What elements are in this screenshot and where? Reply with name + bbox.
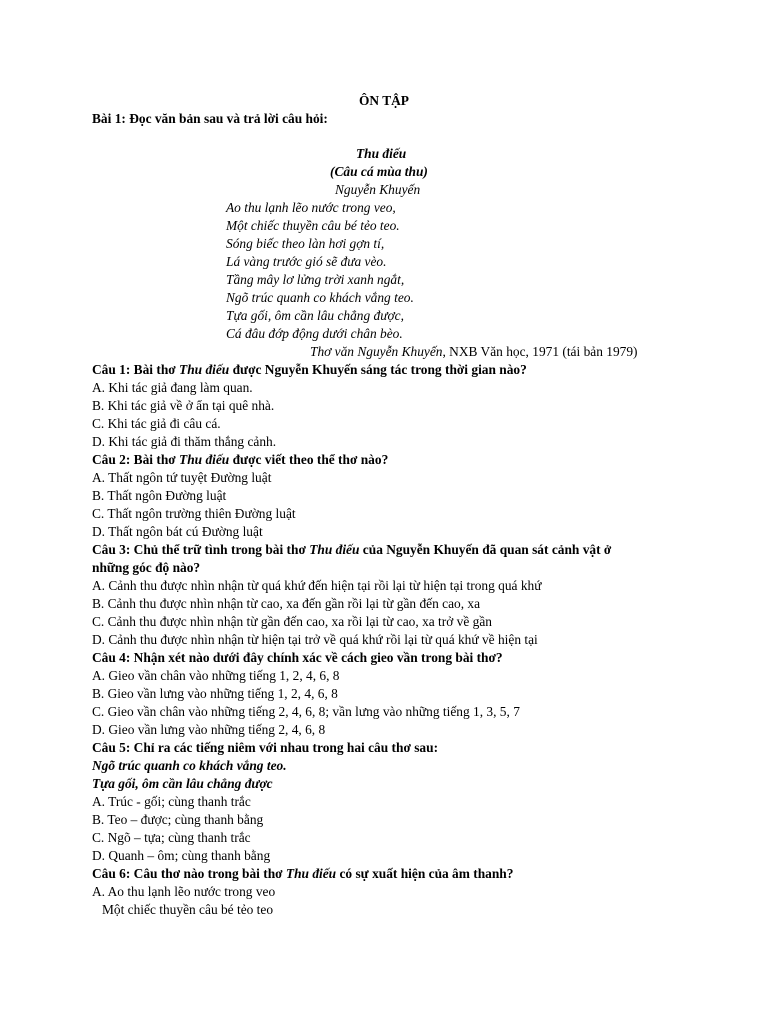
poem-subtitle: (Câu cá mùa thu) [330,164,428,179]
q5-option-c: C. Ngõ – tựa; cùng thanh trắc [92,830,251,845]
q4-option-b: B. Gieo vần lưng vào những tiếng 1, 2, 4, 6, 8 [92,686,338,701]
q1-option-c: C. Khi tác giả đi câu cá. [92,416,221,431]
q6-option-a: A. Ao thu lạnh lẽo nước trong veo [92,884,276,899]
question-3: Câu 3: Chủ thể trữ tình trong bài thơ Thu điếu của Nguyễn Khuyến đã quan sát cảnh vật ở [92,542,612,557]
page-title: ÔN TẬP [359,93,409,108]
q1-option-b: B. Khi tác giả về ở ẩn tại quê nhà. [92,398,275,413]
poem-line: Tựa gối, ôm cần lâu chẳng được, [226,308,404,323]
poem-line: Lá vàng trước gió sẽ đưa vèo. [226,254,387,269]
q2-option-d: D. Thất ngôn bát cú Đường luật [92,524,263,539]
q4-option-c: C. Gieo vần chân vào những tiếng 2, 4, 6, 8; vần lưng vào những tiếng 1, 3, 5, 7 [92,704,520,719]
q1-option-d: D. Khi tác giả đi thăm thắng cảnh. [92,434,277,449]
question-4: Câu 4: Nhận xét nào dưới đây chính xác về cách gieo vần trong bài thơ? [92,650,503,665]
question-6: Câu 6: Câu thơ nào trong bài thơ Thu điếu có sự xuất hiện của âm thanh? [92,866,514,881]
poem-line: Sóng biếc theo làn hơi gợn tí, [226,236,385,251]
poem-line: Cá đâu đớp động dưới chân bèo. [226,326,403,341]
poem-source-title: Thơ văn Nguyễn Khuyến [310,344,443,359]
q5-option-a: A. Trúc - gối; cùng thanh trắc [92,794,251,809]
question-2: Câu 2: Bài thơ Thu điếu được viết theo thể thơ nào? [92,452,389,467]
q3-option-a: A. Cảnh thu được nhìn nhận từ quá khứ đến hiện tại rồi lại từ hiện tại trong quá khứ [92,578,542,593]
poem-source [310,343,638,361]
poem-author: Nguyễn Khuyến [335,182,421,197]
q5-verse-1: Ngõ trúc quanh co khách vắng teo. [92,758,287,773]
poem-title: Thu điếu [356,146,407,161]
question-1: Câu 1: Bài thơ Thu điếu được Nguyễn Khuyến sáng tác trong thời gian nào? [92,362,527,377]
q4-option-a: A. Gieo vần chân vào những tiếng 1, 2, 4, 6, 8 [92,668,340,683]
q2-option-a: A. Thất ngôn tứ tuyệt Đường luật [92,470,272,485]
q3-option-d: D. Cảnh thu được nhìn nhận từ hiện tại trở về quá khứ rồi lại từ quá khứ về hiện tại [92,632,538,647]
q6-option-a-line-2: Một chiếc thuyền câu bé tẻo teo [102,902,274,917]
poem-line: Một chiếc thuyền câu bé tẻo teo. [226,218,400,233]
q3-option-c: C. Cảnh thu được nhìn nhận từ gần đến cao, xa rồi lại từ cao, xa trở về gần [92,614,492,629]
q2-option-b: B. Thất ngôn Đường luật [92,488,227,503]
question-3-continued: những góc độ nào? [92,560,201,575]
poem-source-publisher: , NXB Văn học, 1971 (tái bản 1979) [442,344,638,359]
q5-verse-2: Tựa gối, ôm cần lâu chẳng được [92,776,273,791]
q5-option-d: D. Quanh – ôm; cùng thanh bằng [92,848,271,863]
q2-option-c: C. Thất ngôn trường thiên Đường luật [92,506,296,521]
q4-option-d: D. Gieo vần lưng vào những tiếng 2, 4, 6, 8 [92,722,326,737]
q3-option-b: B. Cảnh thu được nhìn nhận từ cao, xa đến gần rồi lại từ gần đến cao, xa [92,596,481,611]
poem-line: Ao thu lạnh lẽo nước trong veo, [226,200,396,215]
poem-line: Ngõ trúc quanh co khách vắng teo. [226,290,414,305]
q1-option-a: A. Khi tác giả đang làm quan. [92,380,253,395]
q5-option-b: B. Teo – được; cùng thanh bằng [92,812,264,827]
question-5: Câu 5: Chỉ ra các tiếng niêm với nhau trong hai câu thơ sau: [92,740,439,755]
poem-line: Tầng mây lơ lửng trời xanh ngắt, [226,272,405,287]
exercise-heading: Bài 1: Đọc văn bản sau và trả lời câu hỏi: [92,111,328,126]
